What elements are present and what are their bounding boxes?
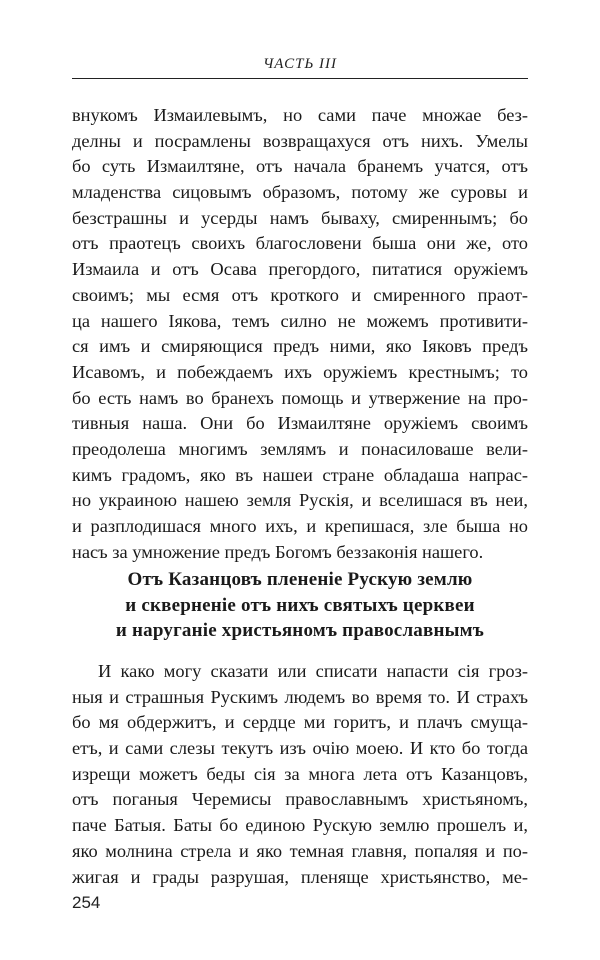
text-line: делны и посрамлены возвращахуся отъ нихъ. Умелы (72, 130, 528, 151)
text-line: И како могу сказати или списати напасти сія гроз- (98, 661, 528, 681)
text-line: внукомъ Измаилевымъ, но сами паче множае без- (72, 105, 528, 125)
section-heading (72, 567, 528, 644)
text-line: Исавомъ, и побеждаемъ ихъ оружіемъ крестнымъ; то (72, 361, 528, 382)
text-line: преодолеша многимъ землямъ и понасиловаше вели- (72, 438, 528, 459)
text-line: безстрашны и усерды намъ бываху, смиреннымъ; бо (72, 207, 528, 228)
text-line: тивныя наша. Они бо Измаилтяне оружіемъ своимъ (72, 413, 528, 434)
heading-line: и скверненіе отъ нихъ святыхъ церквеи (125, 594, 475, 616)
text-line: ся имъ и смиряющися предъ ними, яко Іяковъ предъ (72, 336, 528, 357)
text-line: отъ поганыя Черемисы православнымъ христьяномъ, (72, 789, 528, 810)
text-line: яко молнина стрела и яко темная главня, попаляя и по- (72, 840, 528, 861)
heading-line: Отъ Казанцовъ плененіе Рускую землю (127, 569, 473, 590)
paragraph-2 (72, 659, 528, 890)
text-line: паче Батыя. Баты бо единою Рускую землю прошелъ и, (72, 815, 528, 836)
text-line: своимъ; мы есмя отъ кроткого и смиренного праот- (72, 284, 528, 305)
text-line: ныя и страшныя Рускимъ людемъ во время то. И страхъ (72, 686, 528, 707)
text-line: и разплодишася много ихъ, и крепишася, зле быша но (72, 516, 528, 536)
running-header: ЧАСТЬ III (262, 56, 338, 72)
text-line: Измаила и отъ Осава прегордого, питатися оружіемъ (72, 259, 528, 280)
heading-line: и наруганіе христьяномъ православнымъ (115, 620, 485, 641)
paragraph-1 (72, 103, 528, 565)
text-line: ца нашего Іякова, темъ силно не можемъ противити- (72, 310, 528, 331)
text-line: етъ, и сами слезы текутъ изъ очію моею. И кто бо тогда (72, 738, 528, 759)
text-line: бо есть намъ во бранехъ помощь и утвержение на про- (72, 387, 528, 408)
text-line: жигая и грады разрушая, пленяще христьянство, ме- (72, 866, 528, 887)
text-line: младенства сицовымъ образомъ, потому же суровы и (72, 182, 528, 203)
header-rule (72, 78, 528, 79)
text-line: насъ за умножение предъ Богомъ беззаконія нашего. (72, 541, 484, 562)
text-line: бо мя обдержитъ, и сердце ми горитъ, и плачъ смуща- (72, 712, 528, 733)
text-line: но украиною нашею земля Рускія, и вселишася въ неи, (72, 490, 528, 511)
text-line: бо суть Измаилтяне, отъ начала бранемъ учатся, отъ (72, 156, 528, 177)
text-line: кимъ градомъ, яко въ нашеи стране обладаша напрас- (72, 464, 528, 485)
page-number: 254 (72, 893, 101, 912)
text-line: изрещи можетъ беды сія за многа лета отъ Казанцовъ, (72, 763, 528, 784)
text-line: отъ праотецъ своихъ благословени быша они же, ото (72, 233, 528, 254)
